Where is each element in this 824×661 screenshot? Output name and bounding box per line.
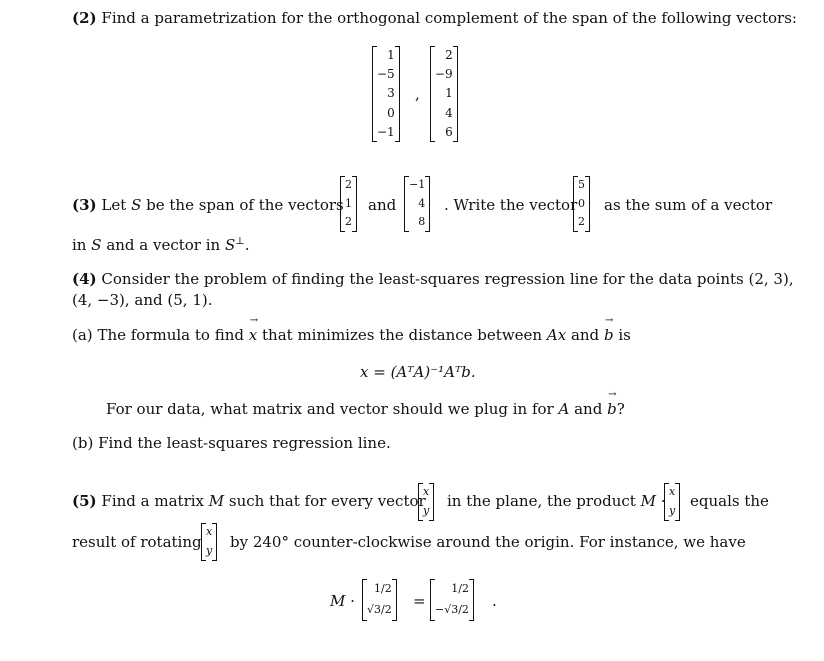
vector-entry: 3 bbox=[387, 86, 395, 101]
vector-entry: 1 bbox=[387, 48, 395, 62]
problem-3-line-2 bbox=[72, 236, 249, 254]
problem-5-line-2b: by 240° counter-clockwise around the origin. For instance, we have bbox=[230, 533, 746, 551]
perp-symbol: ⊥ bbox=[235, 236, 245, 247]
problem-5-number: (5) bbox=[72, 492, 97, 510]
least-squares-formula: x = (AᵀA)⁻¹Aᵀb. bbox=[360, 363, 476, 381]
vector-entry: 4 bbox=[445, 105, 453, 120]
part-a-text: is bbox=[618, 326, 631, 344]
vector-entry: 2 bbox=[445, 48, 453, 62]
problem-4-line-1 bbox=[72, 270, 794, 288]
vector-entry: 6 bbox=[445, 124, 453, 139]
problem-5-line-2a: result of rotating bbox=[72, 533, 202, 551]
example-equals: = bbox=[413, 592, 426, 610]
problem-4-line-2: (4, −3), and (5, 1). bbox=[72, 291, 213, 309]
plug-text: and bbox=[574, 400, 603, 418]
vector-entry: y bbox=[669, 504, 676, 517]
vector-entry: 0 bbox=[578, 196, 585, 210]
problem-2-vector-2 bbox=[430, 45, 458, 142]
problem-5-text: in the plane, the product bbox=[447, 492, 636, 510]
problem-5-vector-xy-2 bbox=[664, 481, 680, 521]
problem-5-text-d: equals the bbox=[690, 492, 769, 510]
vector-entry: −√3/2 bbox=[435, 603, 469, 616]
vector-b: → b bbox=[604, 326, 614, 344]
problem-3-vector-1 bbox=[340, 174, 357, 232]
vector-entry: 2 bbox=[345, 215, 352, 229]
var-s: S bbox=[131, 196, 142, 214]
problem-4-plug bbox=[106, 400, 625, 418]
vector-entry: y bbox=[206, 544, 213, 557]
var-s: S bbox=[225, 236, 236, 254]
period: . bbox=[244, 236, 250, 254]
part-a-text: and bbox=[570, 326, 600, 344]
problem-5-text-c bbox=[447, 492, 666, 510]
problem-2-number: (2) bbox=[72, 9, 97, 27]
problem-5-text: such that for every vector bbox=[228, 492, 426, 510]
example-M-dot: M · bbox=[330, 592, 355, 610]
vector-entry: 4 bbox=[418, 196, 426, 210]
part-a-label: (a) bbox=[72, 326, 93, 344]
problem-3-line-1a bbox=[72, 196, 344, 214]
problem-3-vector-3 bbox=[573, 174, 590, 232]
matrix-A: A bbox=[558, 400, 570, 418]
problem-4a bbox=[72, 326, 631, 344]
Ax-term: Ax bbox=[546, 326, 567, 344]
matrix-M: M bbox=[208, 492, 225, 510]
vector-entry: −1 bbox=[409, 178, 426, 191]
question-mark: ? bbox=[616, 400, 625, 418]
problem-3-text: in bbox=[72, 236, 87, 254]
part-a-text: The formula to find bbox=[97, 326, 244, 344]
problem-5-line-1a bbox=[72, 492, 426, 510]
problem-4-number: (4) bbox=[72, 270, 97, 288]
vector-x: → x bbox=[249, 326, 257, 344]
problem-3-text: be the span of the vectors bbox=[146, 196, 344, 214]
vector-entry: −5 bbox=[377, 67, 395, 82]
vector-entry: 1/2 bbox=[374, 582, 392, 595]
vector-entry: 5 bbox=[578, 178, 585, 191]
problem-4-text: Consider the problem of finding the least-squares regression line for the data points (2, 3), bbox=[101, 270, 794, 288]
plug-text: For our data, what matrix and vector should we plug in for bbox=[106, 400, 554, 418]
vector-entry: 2 bbox=[345, 178, 352, 191]
vector-entry: −9 bbox=[435, 67, 453, 82]
problem-2-statement bbox=[72, 9, 797, 27]
problem-3-text-d: as the sum of a vector bbox=[604, 196, 773, 214]
vector-entry: 1 bbox=[345, 196, 352, 210]
part-a-text: that minimizes the distance between bbox=[262, 326, 543, 344]
vector-entry: 1 bbox=[445, 86, 453, 101]
problem-3-text: Let bbox=[101, 196, 127, 214]
problem-3-text-c: . Write the vector bbox=[444, 196, 578, 214]
vector-entry: x bbox=[423, 485, 430, 498]
problem-2-vector-1 bbox=[372, 45, 400, 142]
var-s: S bbox=[91, 236, 102, 254]
vector-entry: 8 bbox=[418, 215, 426, 229]
problem-5-vector-xy-3 bbox=[201, 521, 217, 561]
problem-2-separator: , bbox=[415, 85, 420, 103]
vector-entry: 0 bbox=[387, 105, 395, 120]
example-end-dot: . bbox=[492, 592, 497, 610]
problem-2-text: Find a parametrization for the orthogonal complement of the span of the following vectors: bbox=[101, 9, 797, 27]
vector-entry: x bbox=[206, 525, 213, 538]
vector-entry: x bbox=[669, 485, 676, 498]
M-dot: M · bbox=[640, 492, 666, 510]
problem-3-number: (3) bbox=[72, 196, 97, 214]
part-b-text: Find the least-squares regression line. bbox=[98, 434, 391, 452]
part-b-label: (b) bbox=[72, 434, 94, 452]
example-output-vector bbox=[430, 578, 474, 621]
vector-entry: y bbox=[423, 504, 430, 517]
vector-entry: √3/2 bbox=[367, 603, 392, 616]
vector-entry: 2 bbox=[578, 215, 585, 229]
vector-entry: 1/2 bbox=[451, 582, 469, 595]
problem-3-and: and bbox=[368, 196, 397, 214]
problem-4b bbox=[72, 434, 391, 452]
problem-5-vector-xy bbox=[418, 481, 434, 521]
vector-entry: −1 bbox=[377, 124, 395, 139]
problem-5-text: Find a matrix bbox=[101, 492, 204, 510]
problem-3-vector-2 bbox=[404, 174, 430, 232]
example-input-vector bbox=[362, 578, 397, 621]
problem-3-text: and a vector in bbox=[106, 236, 221, 254]
vector-b: → b bbox=[607, 400, 617, 418]
